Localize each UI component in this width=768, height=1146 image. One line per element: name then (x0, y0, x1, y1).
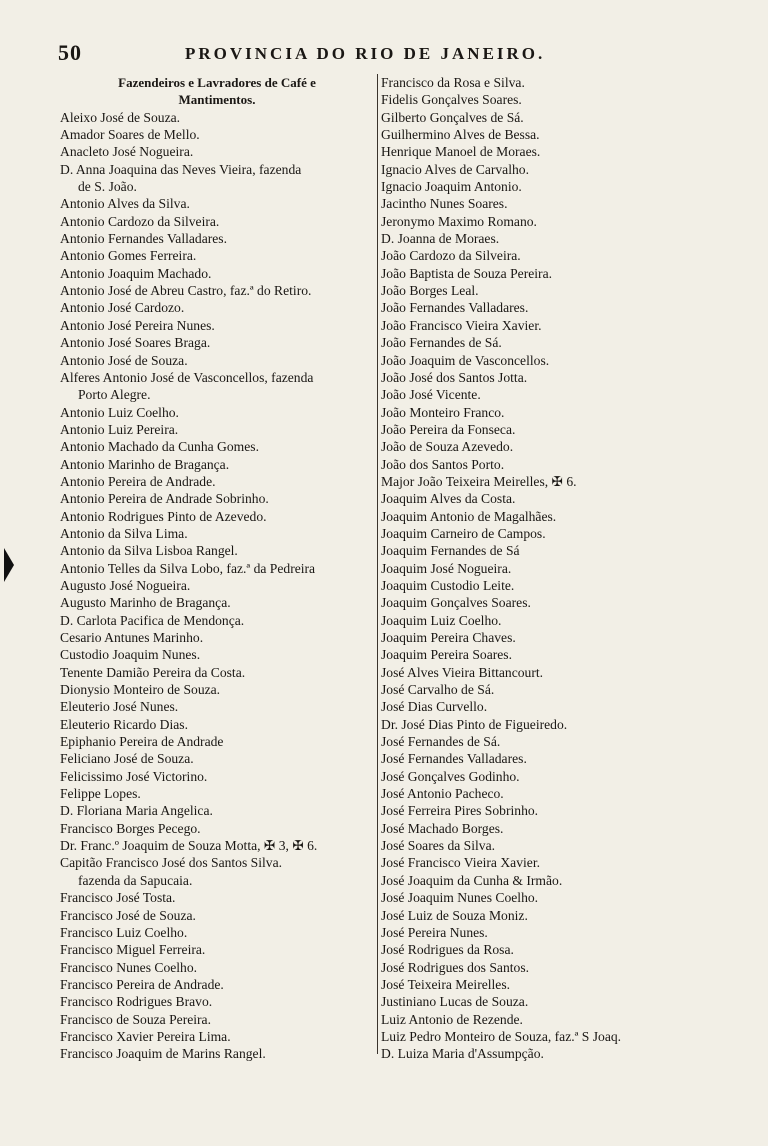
list-item: José Alves Vieira Bittancourt. (381, 664, 544, 680)
section-heading-line2: Mantimentos. (178, 92, 256, 108)
list-item: Joaquim Luiz Coelho. (381, 612, 502, 628)
list-item: Antonio Fernandes Valladares. (60, 231, 227, 247)
list-item: Antonio Gomes Ferreira. (60, 248, 197, 264)
list-item: Anacleto José Nogueira. (60, 144, 194, 160)
list-item: João Monteiro Franco. (381, 404, 505, 420)
list-item: Ignacio Alves de Carvalho. (381, 161, 529, 177)
list-item: D. Carlota Pacifica de Mendonça. (60, 612, 245, 628)
left-entry-list (60, 109, 374, 1063)
list-item: Antonio Joaquim Machado. (60, 265, 212, 281)
list-item: Epiphanio Pereira de Andrade (60, 734, 224, 750)
list-item: Amador Soares de Mello. (60, 127, 200, 143)
list-item: Luiz Antonio de Rezende. (381, 1011, 523, 1027)
list-item: Eleuterio José Nunes. (60, 699, 179, 715)
list-item: José Dias Curvello. (381, 699, 488, 715)
list-item: Henrique Manoel de Moraes. (381, 144, 541, 160)
list-item: Antonio José Soares Braga. (60, 335, 211, 351)
list-item: Augusto Marinho de Bragança. (60, 595, 231, 611)
list-item: João Fernandes de Sá. (381, 335, 502, 351)
list-item: Antonio Telles da Silva Lobo, faz.ª da Pedreira (60, 560, 316, 576)
list-item: Felippe Lopes. (60, 786, 141, 802)
list-item: José Antonio Pacheco. (381, 786, 504, 802)
right-entry-list (381, 74, 711, 1063)
list-item: José Gonçalves Godinho. (381, 768, 520, 784)
list-item: Feliciano José de Souza. (60, 751, 194, 767)
list-item: Alferes Antonio José de Vasconcellos, fazenda (60, 369, 314, 385)
list-item-continuation: de S. João. (78, 179, 137, 195)
list-item: Dr. José Dias Pinto de Figueiredo. (381, 716, 568, 732)
list-item: Francisco José Tosta. (60, 890, 176, 906)
list-item: João dos Santos Porto. (381, 456, 505, 472)
list-item: João Francisco Vieira Xavier. (381, 317, 542, 333)
list-item: Augusto José Nogueira. (60, 577, 191, 593)
list-item: João Cardozo da Silveira. (381, 248, 521, 264)
list-item: D. Floriana Maria Angelica. (60, 803, 213, 819)
list-item: Antonio Pereira de Andrade Sobrinho. (60, 491, 269, 507)
list-item: João Baptista de Souza Pereira. (381, 265, 553, 281)
list-item-continuation: fazenda da Sapucaia. (78, 872, 193, 888)
list-item: Capitão Francisco José dos Santos Silva. (60, 855, 283, 871)
list-item: Jeronymo Maximo Romano. (381, 213, 537, 229)
list-item: Francisco Miguel Ferreira. (60, 942, 206, 958)
list-item: Antonio José Cardozo. (60, 300, 185, 316)
list-item: Cesario Antunes Marinho. (60, 630, 204, 645)
list-item: José Teixeira Meirelles. (381, 976, 511, 992)
list-item: Aleixo José de Souza. (60, 109, 181, 125)
list-item: José Rodrigues dos Santos. (381, 959, 530, 975)
list-item: Joaquim Pereira Chaves. (381, 630, 516, 645)
list-item: Antonio Marinho de Bragança. (60, 456, 230, 472)
list-item: Francisco José de Souza. (60, 907, 196, 923)
list-item: Francisco da Rosa e Silva. (381, 75, 525, 90)
section-heading (60, 74, 374, 109)
list-item: José Luiz de Souza Moniz. (381, 907, 528, 923)
list-item: João Pereira da Fonseca. (381, 421, 516, 437)
list-item: Justiniano Lucas de Souza. (381, 994, 529, 1010)
list-item: Francisco Rodrigues Bravo. (60, 994, 213, 1010)
list-item: Antonio Machado da Cunha Gomes. (60, 439, 259, 455)
list-item: José Carvalho de Sá. (381, 682, 495, 698)
list-item: D. Anna Joaquina das Neves Vieira, fazenda (60, 161, 302, 177)
list-item: José Ferreira Pires Sobrinho. (381, 803, 539, 819)
list-item-continuation: Porto Alegre. (78, 387, 151, 403)
list-item: Joaquim José Nogueira. (381, 560, 512, 576)
list-item: Luiz Pedro Monteiro de Souza, faz.ª S Joaq. (381, 1028, 622, 1044)
list-item: Antonio Cardozo da Silveira. (60, 213, 220, 229)
list-item: Joaquim Fernandes de Sá (381, 543, 520, 559)
list-item: Francisco Nunes Coelho. (60, 959, 198, 975)
list-item: Antonio Luiz Pereira. (60, 421, 179, 437)
left-column (60, 74, 374, 1063)
list-item: Custodio Joaquim Nunes. (60, 647, 201, 663)
list-item: Joaquim Carneiro de Campos. (381, 525, 546, 541)
list-item: Antonio Rodrigues Pinto de Azevedo. (60, 508, 267, 524)
list-item: José Francisco Vieira Xavier. (381, 855, 540, 871)
list-item: Eleuterio Ricardo Dias. (60, 716, 188, 732)
list-item: Gilberto Gonçalves de Sá. (381, 109, 524, 125)
list-item: Antonio Alves da Silva. (60, 196, 190, 212)
list-item: Antonio da Silva Lisboa Rangel. (60, 543, 238, 559)
list-item: Antonio José de Abreu Castro, faz.ª do Retiro. (60, 283, 312, 299)
list-item: Tenente Damião Pereira da Costa. (60, 664, 246, 680)
list-item: Antonio da Silva Lima. (60, 525, 188, 541)
list-item: Francisco Pereira de Andrade. (60, 976, 224, 992)
right-column (377, 74, 711, 1062)
page-number: 50 (58, 40, 82, 65)
list-item: Francisco Joaquim de Marins Rangel. (60, 1046, 266, 1062)
list-item: José Soares da Silva. (381, 838, 496, 854)
list-item: João José Vicente. (381, 387, 481, 403)
list-item: Dionysio Monteiro de Souza. (60, 682, 221, 698)
list-item: Antonio José Pereira Nunes. (60, 317, 215, 333)
list-item: Fidelis Gonçalves Soares. (381, 92, 522, 108)
section-heading-line1: Fazendeiros e Lavradores de Café e (118, 75, 316, 90)
margin-tab-mark (4, 548, 14, 582)
list-item: Antonio Pereira de Andrade. (60, 473, 216, 489)
list-item: João Fernandes Valladares. (381, 300, 529, 316)
list-item: Joaquim Antonio de Magalhães. (381, 508, 557, 524)
list-item: João Borges Leal. (381, 283, 479, 299)
list-item: Joaquim Alves da Costa. (381, 491, 516, 507)
list-item: Major João Teixeira Meirelles, ✠ 6. (381, 473, 577, 489)
list-item: José Rodrigues da Rosa. (381, 942, 514, 958)
list-item: Antonio José de Souza. (60, 352, 188, 368)
list-item: Ignacio Joaquim Antonio. (381, 179, 522, 195)
list-item: José Machado Borges. (381, 820, 504, 836)
list-item: Jacintho Nunes Soares. (381, 196, 508, 212)
running-title: PROVINCIA DO RIO DE JANEIRO. (185, 44, 546, 63)
list-item: Francisco Borges Pecego. (60, 820, 201, 836)
list-item: João Joaquim de Vasconcellos. (381, 352, 550, 368)
list-item: Francisco Xavier Pereira Lima. (60, 1028, 231, 1044)
list-item: Francisco Luiz Coelho. (60, 924, 188, 940)
list-item: D. Joanna de Moraes. (381, 231, 500, 247)
list-item: D. Luiza Maria d'Assumpção. (381, 1046, 544, 1062)
list-item: Antonio Luiz Coelho. (60, 404, 179, 420)
list-item: Joaquim Gonçalves Soares. (381, 595, 531, 611)
list-item: José Fernandes de Sá. (381, 734, 501, 750)
list-item: José Joaquim da Cunha & Irmão. (381, 872, 563, 888)
list-item: Guilhermino Alves de Bessa. (381, 127, 540, 143)
list-item: José Joaquim Nunes Coelho. (381, 890, 539, 906)
list-item: Dr. Franc.º Joaquim de Souza Motta, ✠ 3, ✠ 6. (60, 838, 318, 854)
list-item: José Fernandes Valladares. (381, 751, 527, 767)
list-item: João de Souza Azevedo. (381, 439, 514, 455)
list-item: Francisco de Souza Pereira. (60, 1011, 211, 1027)
list-item: Joaquim Pereira Soares. (381, 647, 512, 663)
list-item: José Pereira Nunes. (381, 924, 488, 940)
list-item: Felicissimo José Victorino. (60, 768, 208, 784)
list-item: Joaquim Custodio Leite. (381, 577, 515, 593)
list-item: João José dos Santos Jotta. (381, 369, 528, 385)
